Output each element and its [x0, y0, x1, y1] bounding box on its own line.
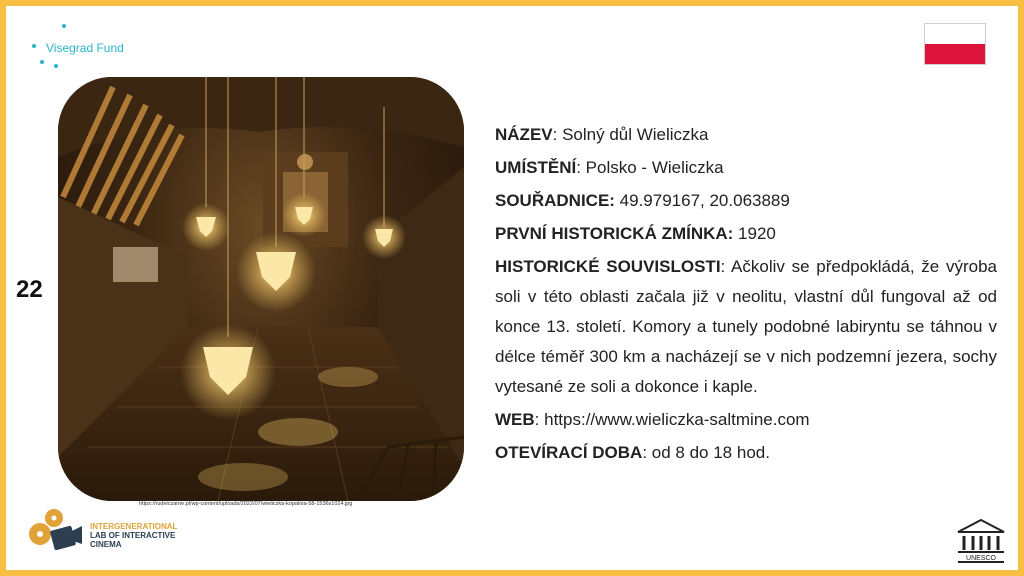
slide	[6, 6, 1018, 570]
first-mention-label: PRVNÍ HISTORICKÁ ZMÍNKA:	[495, 224, 734, 243]
web-row	[495, 405, 997, 435]
unesco-temple-icon	[956, 518, 1006, 564]
intergenerational-lab-logo	[26, 504, 186, 556]
image-source-link[interactable]: https://rudeiczarne.pl/wp-content/uploads/2022/07/wieliczka-kopalnia-58-1536x1024.jpg	[139, 501, 353, 507]
location-row	[495, 153, 997, 183]
opening-hours-row	[495, 438, 997, 468]
location-label: UMÍSTĚNÍ	[495, 158, 577, 177]
poland-flag-icon	[924, 23, 986, 65]
name-value: : Solný důl Wieliczka	[552, 125, 709, 144]
unesco-text: UNESCO	[966, 555, 996, 562]
history-row	[495, 252, 997, 402]
first-mention-value: 1920	[733, 224, 776, 243]
name-row	[495, 120, 997, 150]
history-value: : Ačkoliv se předpokládá, že výroba soli v této oblasti začala již v neolitu, vlastní důl fungoval až od konce 13. století. Komory a tunely podobné labiryntu se táhnou v délce téměř 300 km a nacházejí se v nich podzemní jezera, sochy vytesané ze soli a dokonce i kaple.	[495, 257, 997, 396]
lab-line-1: INTERGENERATIONAL	[90, 522, 178, 531]
coordinates-value: 49.979167, 20.063889	[614, 191, 790, 210]
lab-line-2: LAB OF INTERACTIVE	[90, 531, 176, 540]
visegrad-fund-text: Visegrad Fund	[46, 41, 124, 55]
web-label: WEB	[495, 410, 535, 429]
site-info	[495, 120, 997, 471]
film-reel-icon	[26, 504, 86, 556]
opening-hours-value: : od 8 do 18 hod.	[642, 443, 770, 462]
coordinates-row	[495, 186, 997, 216]
coordinates-label: SOUŘADNICE:	[495, 191, 615, 210]
first-mention-row	[495, 219, 997, 249]
unesco-logo	[956, 518, 1006, 564]
opening-hours-label: OTEVÍRACÍ DOBA	[495, 443, 643, 462]
lab-line-3: CINEMA	[90, 540, 122, 549]
location-value: : Polsko - Wieliczka	[576, 158, 724, 177]
web-value[interactable]: : https://www.wieliczka-saltmine.com	[534, 410, 810, 429]
salt-mine-photo	[58, 77, 464, 501]
name-label: NÁZEV	[495, 125, 553, 144]
visegrad-fund-logo	[28, 24, 148, 72]
page-number: 22	[16, 276, 43, 303]
history-label: HISTORICKÉ SOUVISLOSTI	[495, 257, 721, 276]
